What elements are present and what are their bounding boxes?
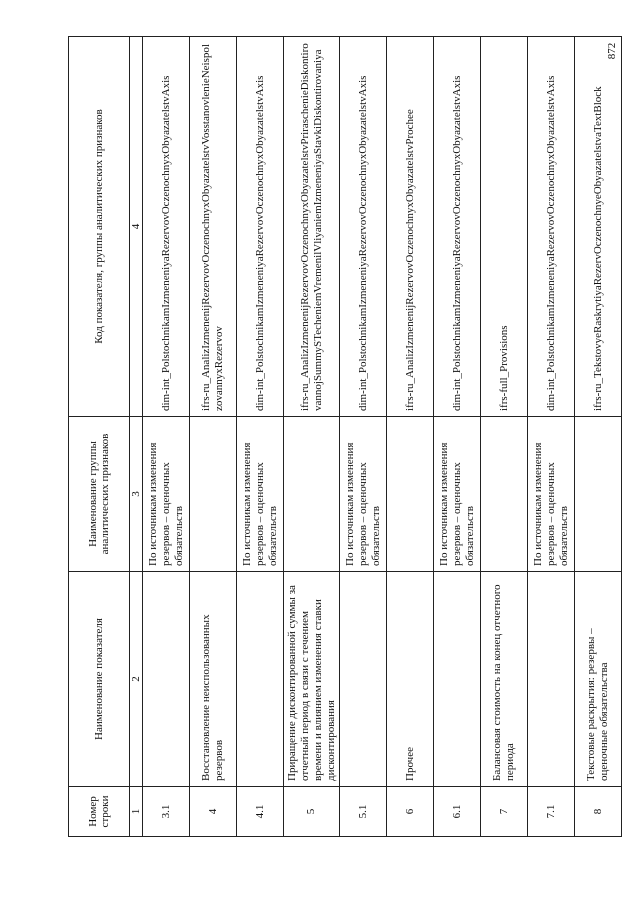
row-number: 5.1 bbox=[340, 787, 387, 837]
column-number-row bbox=[130, 37, 143, 837]
group-name: По источникам изменения резервов – оценочных обязательств bbox=[143, 417, 190, 572]
indicator-name bbox=[528, 572, 575, 787]
indicator-table bbox=[68, 36, 622, 837]
table-row bbox=[528, 37, 575, 837]
row-number: 5 bbox=[284, 787, 340, 837]
header-indicator-name: Наименование показателя bbox=[69, 572, 130, 787]
header-row-number: Номер строки bbox=[69, 787, 130, 837]
page-number: 872 bbox=[606, 42, 618, 60]
row-number: 4.1 bbox=[237, 787, 284, 837]
table-row bbox=[237, 37, 284, 837]
group-name bbox=[575, 417, 622, 572]
column-number: 4 bbox=[130, 37, 143, 417]
group-name: По источникам изменения резервов – оценочных обязательств bbox=[528, 417, 575, 572]
group-name: По источникам изменения резервов – оценочных обязательств bbox=[434, 417, 481, 572]
indicator-name bbox=[143, 572, 190, 787]
header-code: Код показателя, группы аналитических признаков bbox=[69, 37, 130, 417]
indicator-name: Восстановление неиспользованных резервов bbox=[190, 572, 237, 787]
row-number: 6.1 bbox=[434, 787, 481, 837]
table-row bbox=[575, 37, 622, 837]
table-row bbox=[387, 37, 434, 837]
group-name: По источникам изменения резервов – оценочных обязательств bbox=[340, 417, 387, 572]
row-number: 7.1 bbox=[528, 787, 575, 837]
table-row bbox=[284, 37, 340, 837]
table-row bbox=[434, 37, 481, 837]
indicator-code: dim-int_PolstochnikamIzmeneniyaRezervovOczenochnyxObyazatelstvAxis bbox=[340, 37, 387, 417]
indicator-code: ifrs-full_Provisions bbox=[481, 37, 528, 417]
row-number: 4 bbox=[190, 787, 237, 837]
table-row bbox=[190, 37, 237, 837]
indicator-code: dim-int_PolstochnikamIzmeneniyaRezervovOczenochnyxObyazatelstvAxis bbox=[528, 37, 575, 417]
indicator-code: ifrs-ru_AnalizIzmenenijRezervovOczenochnyxObyazatelstvPriraschenieDiskontirovannojSummySTecheniemVremenilVliyaniemIzmeneniyaStavkiDiskontirovaniya bbox=[284, 37, 340, 417]
table-row bbox=[143, 37, 190, 837]
table-row bbox=[481, 37, 528, 837]
indicator-name: Приращение дисконтированной суммы за отчетный период в связи с течением времени и влиянием изменения ставки дисконтирования bbox=[284, 572, 340, 787]
row-number: 6 bbox=[387, 787, 434, 837]
indicator-name: Балансовая стоимость на конец отчетного периода bbox=[481, 572, 528, 787]
group-name bbox=[481, 417, 528, 572]
indicator-name: Текстовые раскрытия: резервы – оценочные обязательства bbox=[575, 572, 622, 787]
indicator-code: dim-int_PolstochnikamIzmeneniyaRezervovOczenochnyxObyazatelstvAxis bbox=[237, 37, 284, 417]
rotated-page-content bbox=[68, 37, 610, 837]
row-number: 7 bbox=[481, 787, 528, 837]
indicator-code: ifrs-ru_AnalizIzmenenijRezervovOczenochnyxObyazatelstvVosstanovlenieNeispolzovannyxRezervov bbox=[190, 37, 237, 417]
indicator-code: dim-int_PolstochnikamIzmeneniyaRezervovOczenochnyxObyazatelstvAxis bbox=[434, 37, 481, 417]
group-name bbox=[190, 417, 237, 572]
row-number: 8 bbox=[575, 787, 622, 837]
column-number: 2 bbox=[130, 572, 143, 787]
table-row bbox=[340, 37, 387, 837]
indicator-code: ifrs-ru_TekstovyeRaskrytiyaRezervOczenochnyeObyazatelstvaTextBlock bbox=[575, 37, 622, 417]
row-number: 3.1 bbox=[143, 787, 190, 837]
column-number: 1 bbox=[130, 787, 143, 837]
group-name bbox=[387, 417, 434, 572]
group-name: По источникам изменения резервов – оценочных обязательств bbox=[237, 417, 284, 572]
header-row bbox=[69, 37, 130, 837]
header-group-name: Наименование группы аналитических признаков bbox=[69, 417, 130, 572]
indicator-code: dim-int_PolstochnikamIzmeneniyaRezervovOczenochnyxObyazatelstvAxis bbox=[143, 37, 190, 417]
indicator-code: ifrs-ru_AnalizIzmenenijRezervovOczenochnyxObyazatelstvProchee bbox=[387, 37, 434, 417]
indicator-name bbox=[237, 572, 284, 787]
indicator-name: Прочее bbox=[387, 572, 434, 787]
indicator-name bbox=[434, 572, 481, 787]
column-number: 3 bbox=[130, 417, 143, 572]
indicator-name bbox=[340, 572, 387, 787]
group-name bbox=[284, 417, 340, 572]
